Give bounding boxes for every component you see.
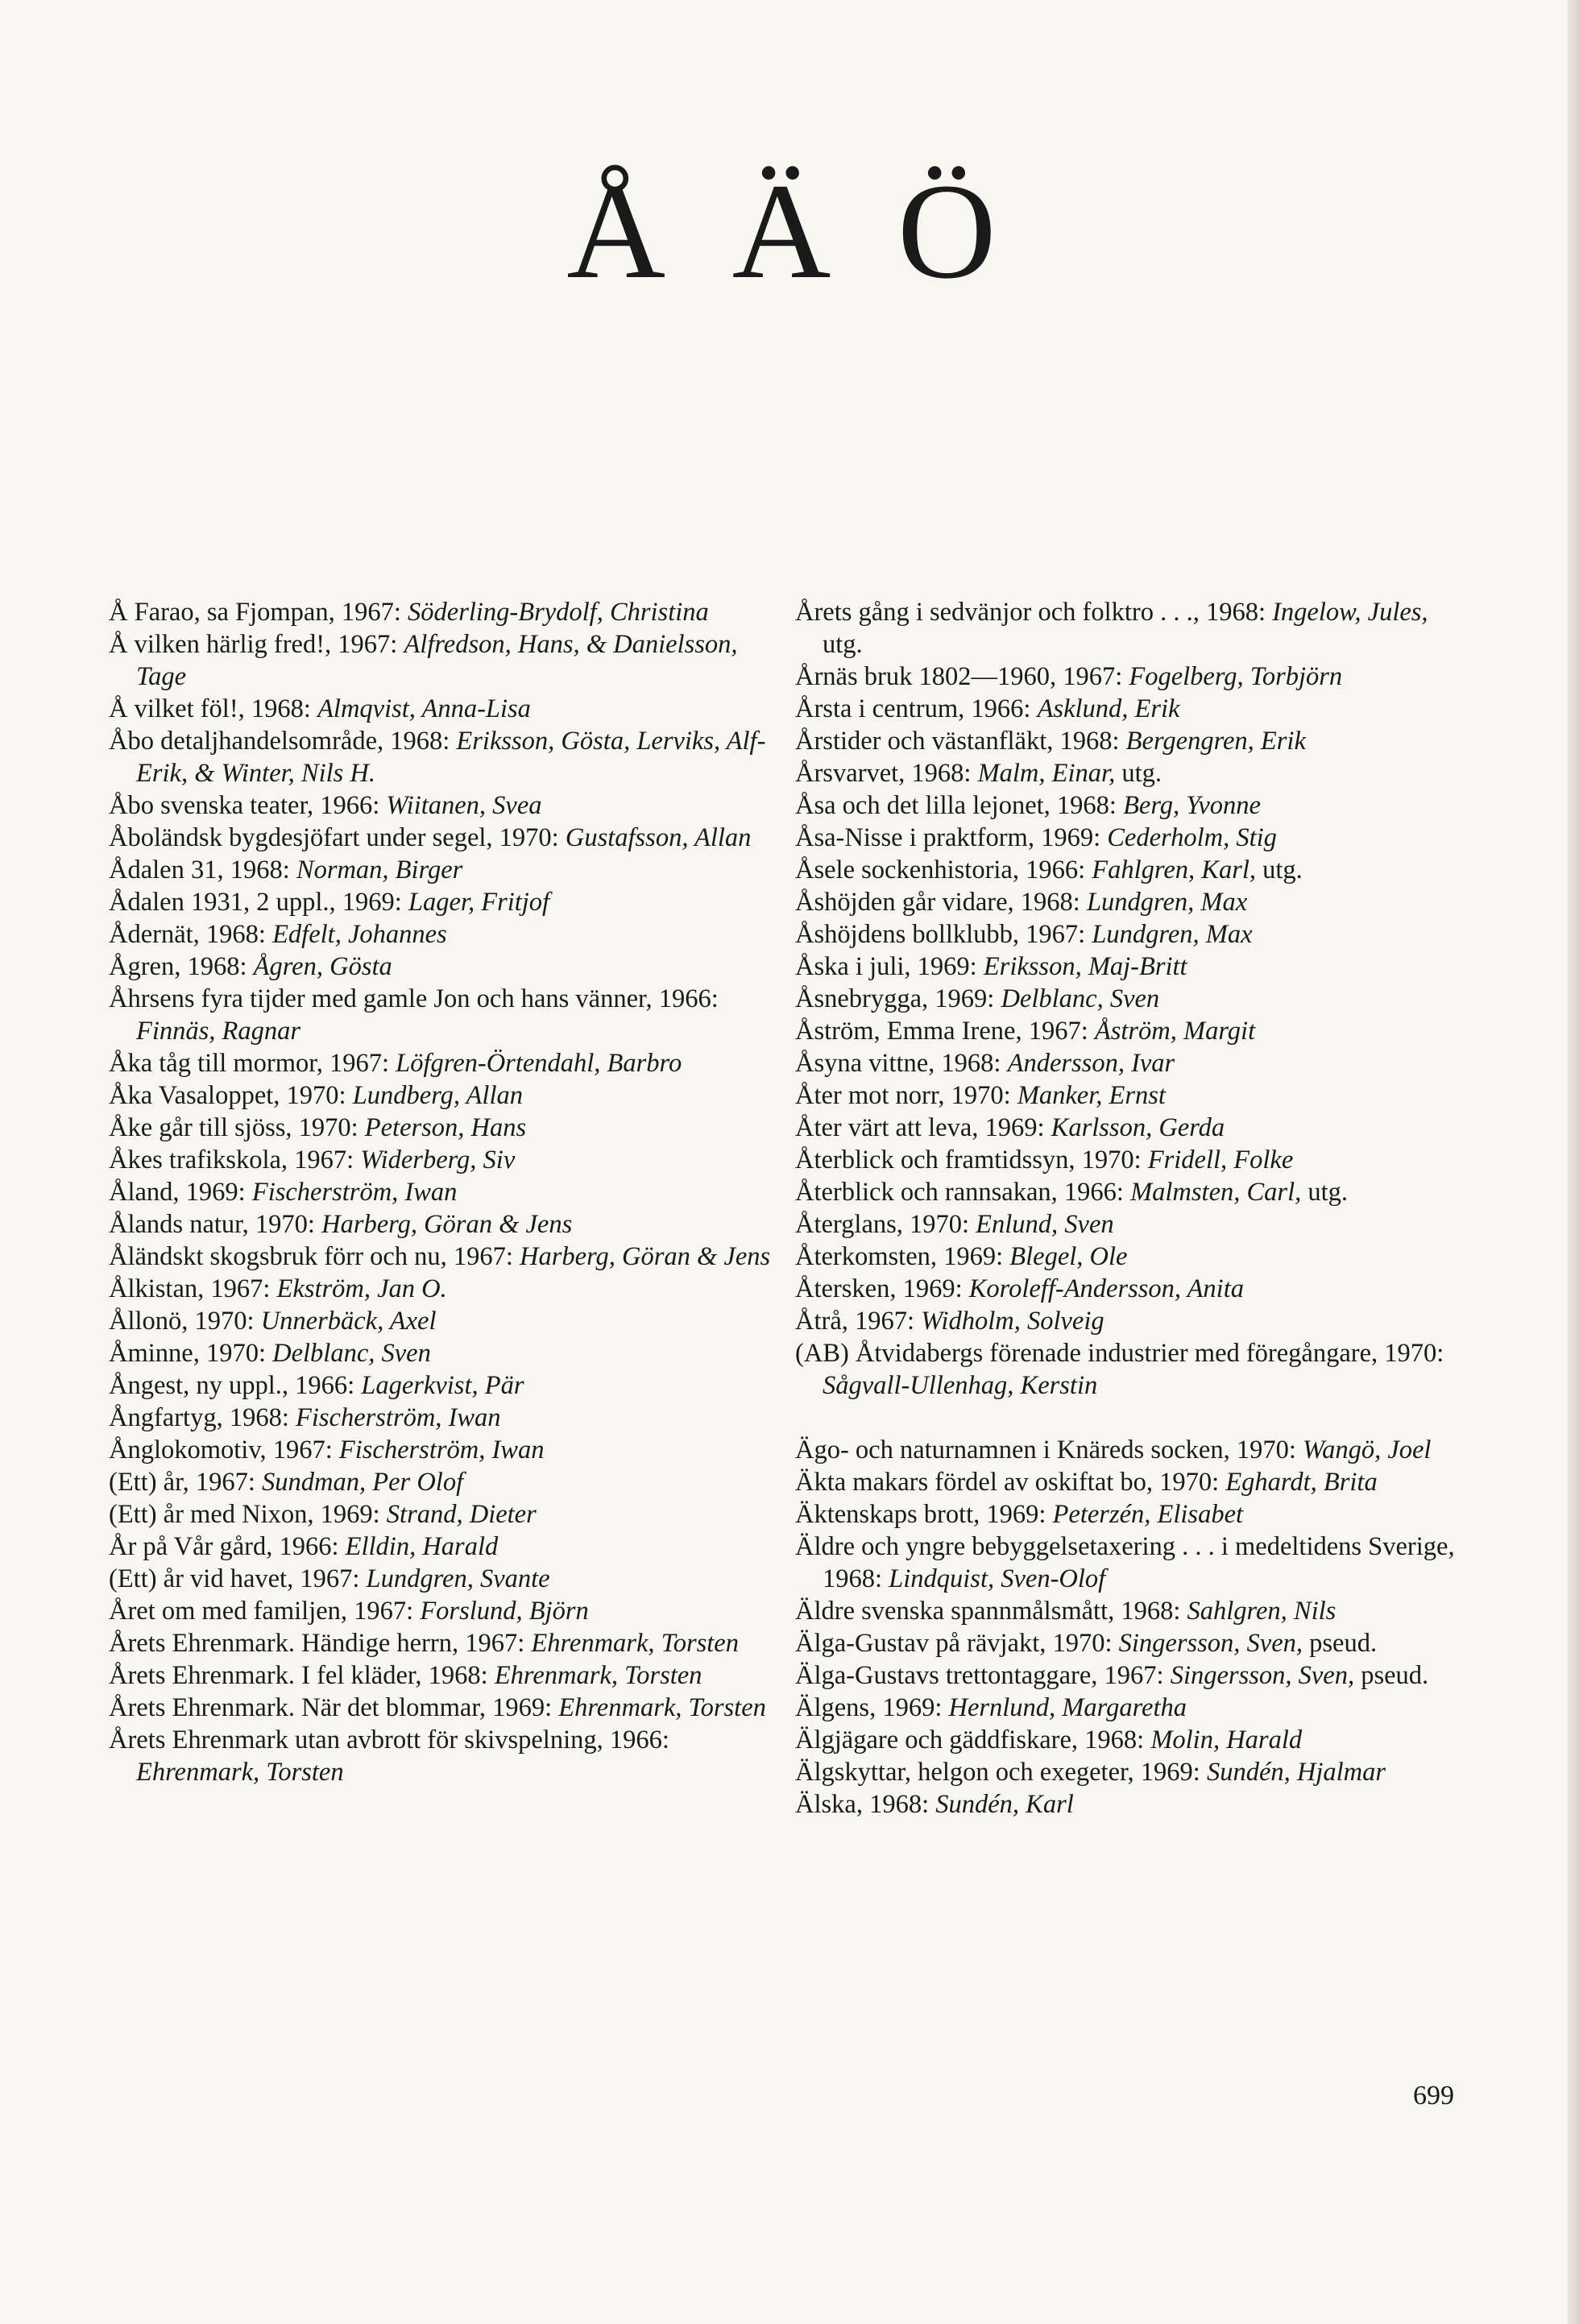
entry-author: Ehrenmark, Torsten	[136, 1758, 344, 1787]
entry-suffix: utg.	[1301, 1178, 1348, 1207]
entry-author: Fogelberg, Torbjörn	[1129, 662, 1343, 691]
entry-title: Älga-Gustav på rävjakt, 1970:	[795, 1629, 1119, 1658]
entry-author: Strand, Dieter	[386, 1500, 537, 1529]
index-entry	[109, 918, 777, 951]
entry-title: Åsyna vittne, 1968:	[795, 1049, 1008, 1078]
index-entry	[795, 1176, 1464, 1208]
entry-title: Älska, 1968:	[795, 1790, 936, 1819]
entry-title: Åska i juli, 1969:	[795, 952, 984, 981]
entry-title: Åka Vasaloppet, 1970:	[109, 1081, 353, 1110]
entry-title: Ägo- och naturnamnen i Knäreds socken, 1970:	[795, 1435, 1303, 1464]
entry-title: (Ett) år vid havet, 1967:	[109, 1564, 367, 1593]
index-entry	[795, 661, 1464, 693]
index-entry	[109, 983, 777, 1047]
entry-title: Äldre och yngre bebyggelsetaxering . . . i medeltidens Sverige, 1968:	[795, 1532, 1455, 1593]
right-column-group-b	[795, 1434, 1464, 1821]
entry-author: Ehrenmark, Torsten	[494, 1661, 702, 1690]
index-entry	[109, 1659, 777, 1692]
entry-author: Åström, Margit	[1094, 1017, 1256, 1046]
entry-title: Älga-Gustavs trettontaggare, 1967:	[795, 1661, 1171, 1690]
index-entry	[795, 1305, 1464, 1337]
entry-author: Eriksson, Maj-Britt	[983, 952, 1187, 981]
index-entry	[109, 822, 777, 854]
index-entry	[795, 1079, 1464, 1112]
entry-author: Lindquist, Sven-Olof	[889, 1564, 1106, 1593]
entry-author: Lundgren, Max	[1092, 920, 1253, 949]
entry-title: Årnäs bruk 1802—1960, 1967:	[795, 662, 1129, 691]
entry-title: Åminne, 1970:	[109, 1339, 273, 1368]
index-entry	[795, 596, 1464, 661]
index-entry	[795, 1756, 1464, 1788]
entry-author: Ehrenmark, Torsten	[531, 1629, 739, 1658]
index-entry	[109, 1692, 777, 1724]
entry-title: (AB) Åtvidabergs förenade industrier med föregångare, 1970:	[795, 1339, 1444, 1368]
index-entry	[795, 1112, 1464, 1144]
entry-author: Blegel, Ole	[1009, 1242, 1128, 1271]
entry-title: Äldre svenska spannmålsmått, 1968:	[795, 1597, 1187, 1626]
page-number: 699	[1413, 2081, 1454, 2111]
index-entry	[795, 1015, 1464, 1047]
entry-title: (Ett) år, 1967:	[109, 1468, 263, 1497]
entry-author: Ingelow, Jules,	[1272, 598, 1428, 627]
entry-author: Fischerström, Iwan	[295, 1403, 501, 1432]
index-entry	[795, 822, 1464, 854]
entry-title: Åland, 1969:	[109, 1178, 252, 1207]
index-entry	[109, 1079, 777, 1112]
entry-title: Årsvarvet, 1968:	[795, 759, 978, 788]
entry-author: Cederholm, Stig	[1107, 823, 1277, 852]
entry-title: Årsta i centrum, 1966:	[795, 694, 1038, 723]
entry-title: Åshöjdens bollklubb, 1967:	[795, 920, 1092, 949]
entry-title: Återsken, 1969:	[795, 1274, 969, 1303]
entry-title: Åke går till sjöss, 1970:	[109, 1113, 365, 1142]
entry-title: Årets gång i sedvänjor och folktro . . ., 1968:	[795, 598, 1273, 627]
index-entry	[795, 725, 1464, 757]
index-entry	[109, 628, 777, 693]
entry-title: Ågren, 1968:	[109, 952, 254, 981]
entry-author: Unnerbäck, Axel	[260, 1307, 437, 1336]
right-column	[795, 596, 1464, 1821]
index-entry	[109, 1498, 777, 1531]
entry-suffix: pseud.	[1303, 1629, 1378, 1658]
entry-author: Ågren, Gösta	[253, 952, 392, 981]
entry-suffix: utg.	[1115, 759, 1162, 788]
entry-title: Å vilken härlig fred!, 1967:	[109, 630, 404, 659]
entry-title: Året om med familjen, 1967:	[109, 1597, 421, 1626]
index-entry	[109, 1176, 777, 1208]
index-entry	[109, 1531, 777, 1563]
index-entry	[795, 1273, 1464, 1305]
entry-author: Sundén, Karl	[935, 1790, 1074, 1819]
entry-author: Singersson, Sven,	[1118, 1629, 1303, 1658]
entry-author: Sågvall-Ullenhag, Kerstin	[823, 1371, 1098, 1400]
index-entry	[795, 757, 1464, 789]
entry-title: Ådernät, 1968:	[109, 920, 273, 949]
entry-author: Molin, Harald	[1150, 1725, 1303, 1754]
entry-title: Åsele sockenhistoria, 1966:	[795, 855, 1092, 884]
entry-title: År på Vår gård, 1966:	[109, 1532, 346, 1561]
entry-author: Löfgren-Örtendahl, Barbro	[396, 1049, 682, 1078]
index-entry	[109, 1273, 777, 1305]
entry-title: Ångest, ny uppl., 1966:	[109, 1371, 362, 1400]
entry-author: Elldin, Harald	[345, 1532, 499, 1561]
index-entry	[795, 854, 1464, 886]
entry-author: Koroleff-Andersson, Anita	[968, 1274, 1244, 1303]
entry-title: Återkomsten, 1969:	[795, 1242, 1010, 1271]
entry-title: Åsa och det lilla lejonet, 1968:	[795, 791, 1124, 820]
entry-author: Bergengren, Erik	[1125, 727, 1306, 756]
entry-author: Peterzén, Elisabet	[1052, 1500, 1244, 1529]
entry-title: Älgens, 1969:	[795, 1693, 949, 1722]
entry-author: Widerberg, Siv	[360, 1145, 516, 1174]
index-entry	[795, 1498, 1464, 1531]
index-entry	[109, 789, 777, 822]
index-entry	[109, 1208, 777, 1241]
index-entry	[109, 1241, 777, 1273]
index-entry	[795, 886, 1464, 918]
index-entry	[795, 1724, 1464, 1756]
index-entry	[109, 1627, 777, 1659]
entry-title: Årets Ehrenmark utan avbrott för skivspelning, 1966:	[109, 1725, 669, 1754]
entry-title: Åsa-Nisse i praktform, 1969:	[795, 823, 1108, 852]
entry-suffix: utg.	[823, 630, 863, 659]
entry-title: Årets Ehrenmark. I fel kläder, 1968:	[109, 1661, 495, 1690]
entry-title: Å vilket föl!, 1968:	[109, 694, 318, 723]
entry-author: Gustafsson, Allan	[565, 823, 752, 852]
entry-title: (Ett) år med Nixon, 1969:	[109, 1500, 387, 1529]
entry-title: Åländskt skogsbruk förr och nu, 1967:	[109, 1242, 520, 1271]
entry-title: Åka tåg till mormor, 1967:	[109, 1049, 396, 1078]
entry-title: Återglans, 1970:	[795, 1210, 976, 1239]
index-entry	[795, 1337, 1464, 1402]
index-entry	[795, 1047, 1464, 1079]
index-entry	[109, 1112, 777, 1144]
index-entry	[795, 1692, 1464, 1724]
index-entry	[109, 693, 777, 725]
entry-title: Åsnebrygga, 1969:	[795, 984, 1001, 1013]
entry-title: Ånglokomotiv, 1967:	[109, 1435, 339, 1464]
entry-author: Sundman, Per Olof	[262, 1468, 464, 1497]
entry-title: Ålkistan, 1967:	[109, 1274, 277, 1303]
entry-title: Åboländsk bygdesjöfart under segel, 1970:	[109, 823, 566, 852]
entry-suffix: pseud.	[1354, 1661, 1429, 1690]
index-entry	[109, 1434, 777, 1466]
entry-author: Edfelt, Johannes	[272, 920, 447, 949]
index-entry	[795, 951, 1464, 983]
index-entry	[795, 693, 1464, 725]
index-entry	[795, 1144, 1464, 1176]
entry-author: Eghardt, Brita	[1225, 1468, 1378, 1497]
entry-title: Älgskyttar, helgon och exegeter, 1969:	[795, 1758, 1207, 1787]
entry-title: Åbo svenska teater, 1966:	[109, 791, 387, 820]
entry-author: Sundén, Hjalmar	[1206, 1758, 1386, 1787]
index-entry	[795, 1531, 1464, 1595]
entry-author: Lundberg, Allan	[352, 1081, 523, 1110]
entry-author: Singersson, Sven,	[1170, 1661, 1355, 1690]
index-entry	[109, 1047, 777, 1079]
index-entry	[795, 1434, 1464, 1466]
index-entry	[109, 1724, 777, 1788]
entry-author: Malmsten, Carl,	[1130, 1178, 1302, 1207]
entry-author: Fridell, Folke	[1147, 1145, 1294, 1174]
entry-suffix: utg.	[1256, 855, 1303, 884]
entry-title: Ålands natur, 1970:	[109, 1210, 322, 1239]
entry-author: Söderling-Brydolf, Christina	[408, 598, 709, 627]
index-entry	[109, 886, 777, 918]
index-entry	[109, 596, 777, 628]
index-entry	[109, 1337, 777, 1369]
index-entry	[109, 725, 777, 789]
entry-title: Åshöjden går vidare, 1968:	[795, 888, 1087, 917]
entry-author: Sahlgren, Nils	[1187, 1597, 1337, 1626]
index-entry	[109, 951, 777, 983]
entry-title: Årets Ehrenmark. När det blommar, 1969:	[109, 1693, 559, 1722]
index-entry	[109, 1305, 777, 1337]
entry-author: Lundgren, Max	[1086, 888, 1248, 917]
index-entry	[795, 1627, 1464, 1659]
left-column	[109, 596, 777, 1788]
entry-author: Delblanc, Sven	[272, 1339, 431, 1368]
entry-title: Årets Ehrenmark. Händige herrn, 1967:	[109, 1629, 532, 1658]
index-entry	[109, 1595, 777, 1627]
entry-title: Åhrsens fyra tijder med gamle Jon och hans vänner, 1966:	[109, 984, 719, 1013]
index-entry	[795, 1595, 1464, 1627]
entry-author: Norman, Birger	[296, 855, 463, 884]
index-entry	[109, 1144, 777, 1176]
entry-author: Ekström, Jan O.	[276, 1274, 447, 1303]
entry-author: Wiitanen, Svea	[386, 791, 542, 820]
entry-title: Äkta makars fördel av oskiftat bo, 1970:	[795, 1468, 1226, 1497]
section-heading: Å Ä Ö	[566, 155, 1013, 307]
entry-author: Ehrenmark, Torsten	[558, 1693, 766, 1722]
entry-author: Lundgren, Svante	[366, 1564, 550, 1593]
entry-author: Eriksson, Gösta, Lerviks, Alf-Erik, & Winter, Nils H.	[136, 727, 766, 788]
index-entry	[109, 1402, 777, 1434]
entry-title: Åtrå, 1967:	[795, 1307, 922, 1336]
index-entry	[795, 1241, 1464, 1273]
entry-author: Delblanc, Sven	[1001, 984, 1160, 1013]
entry-author: Asklund, Erik	[1037, 694, 1180, 723]
entry-author: Enlund, Sven	[976, 1210, 1114, 1239]
entry-author: Malm, Einar,	[977, 759, 1116, 788]
entry-author: Fischerström, Iwan	[338, 1435, 545, 1464]
page-edge	[1568, 0, 1579, 2324]
entry-title: Åkes trafikskola, 1967:	[109, 1145, 361, 1174]
entry-title: Ådalen 1931, 2 uppl., 1969:	[109, 888, 408, 917]
entry-author: Fischerström, Iwan	[251, 1178, 458, 1207]
entry-author: Manker, Ernst	[1017, 1081, 1166, 1110]
entry-title: Äktenskaps brott, 1969:	[795, 1500, 1053, 1529]
entry-author: Lagerkvist, Pär	[361, 1371, 524, 1400]
entry-title: Ådalen 31, 1968:	[109, 855, 296, 884]
entry-author: Andersson, Ivar	[1007, 1049, 1175, 1078]
entry-title: Å Farao, sa Fjompan, 1967:	[109, 598, 408, 627]
entry-author: Forslund, Björn	[420, 1597, 589, 1626]
entry-title: Ållonö, 1970:	[109, 1307, 261, 1336]
entry-title: Älgjägare och gäddfiskare, 1968:	[795, 1725, 1151, 1754]
index-entry	[795, 1208, 1464, 1241]
entry-author: Wangö, Joel	[1302, 1435, 1432, 1464]
entry-author: Lager, Fritjof	[408, 888, 550, 917]
entry-author: Berg, Yvonne	[1123, 791, 1261, 820]
index-entry	[109, 1466, 777, 1498]
index-entry	[795, 789, 1464, 822]
index-entry	[109, 854, 777, 886]
index-entry	[109, 1369, 777, 1402]
index-entry	[795, 1788, 1464, 1821]
entry-title: Återblick och rannsakan, 1966:	[795, 1178, 1131, 1207]
index-entry	[795, 1659, 1464, 1692]
index-entry	[109, 1563, 777, 1595]
entry-author: Hernlund, Margaretha	[948, 1693, 1187, 1722]
entry-author: Fahlgren, Karl,	[1092, 855, 1256, 884]
entry-title: Åbo detaljhandelsområde, 1968:	[109, 727, 457, 756]
right-column-group-a	[795, 596, 1464, 1402]
entry-title: Återblick och framtidssyn, 1970:	[795, 1145, 1148, 1174]
entry-author: Harberg, Göran & Jens	[520, 1242, 771, 1271]
group-spacer	[795, 1402, 1464, 1434]
entry-author: Widholm, Solveig	[921, 1307, 1104, 1336]
entry-author: Karlsson, Gerda	[1051, 1113, 1225, 1142]
entry-title: Ångfartyg, 1968:	[109, 1403, 296, 1432]
index-entry	[795, 918, 1464, 951]
index-entry	[795, 983, 1464, 1015]
entry-title: Årstider och västanfläkt, 1968:	[795, 727, 1126, 756]
entry-title: Åter mot norr, 1970:	[795, 1081, 1017, 1110]
entry-author: Almqvist, Anna-Lisa	[317, 694, 531, 723]
entry-author: Peterson, Hans	[364, 1113, 527, 1142]
entry-title: Åter värt att leva, 1969:	[795, 1113, 1051, 1142]
entry-title: Åström, Emma Irene, 1967:	[795, 1017, 1095, 1046]
entry-author: Harberg, Göran & Jens	[321, 1210, 573, 1239]
index-entry	[795, 1466, 1464, 1498]
entry-author: Alfredson, Hans, & Danielsson, Tage	[136, 630, 738, 691]
entry-author: Finnäs, Ragnar	[136, 1017, 301, 1046]
